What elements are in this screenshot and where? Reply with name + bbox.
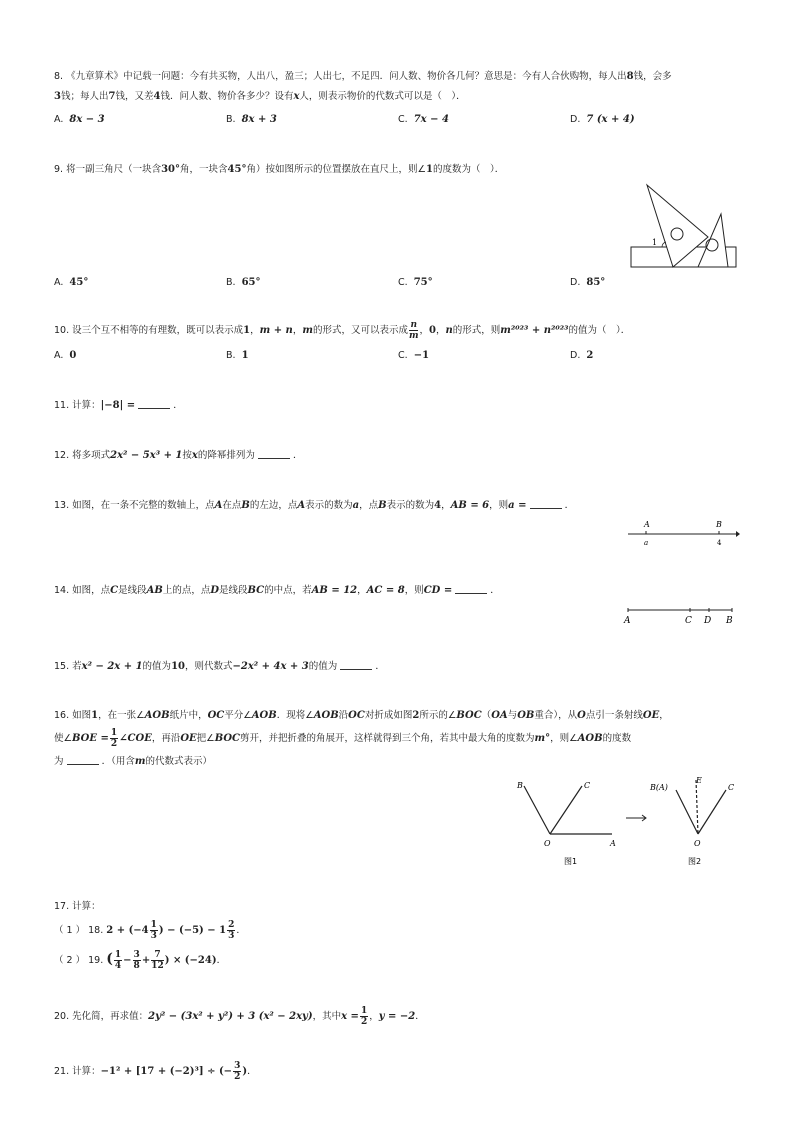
answer-blank[interactable] xyxy=(258,448,290,459)
question-9-options xyxy=(54,273,744,293)
answer-blank[interactable] xyxy=(340,659,372,670)
option-b[interactable]: B. 1 xyxy=(226,350,249,361)
ray-oc xyxy=(698,790,726,834)
option-a[interactable]: A. 0 xyxy=(54,350,77,361)
question-16-line2: 使∠BOE = $\frac{1}{2}$ ∠COE，再沿OE把∠BOC剪开，并把折叠的角展开，这样就得到三个角，若其中最大角的度数为m°，则∠AOB的度数 xyxy=(54,728,632,749)
value-a-label: a xyxy=(644,539,649,547)
question-12: 12. 将多项式2x² − 5x³ + 1按x的降幂排列为 ． xyxy=(54,450,303,461)
fraction: $\frac{3}{8}$ xyxy=(133,950,140,971)
question-17-part-2: （ 2 ） 19. ( $\frac{1}{4}$ − $\frac{3}{8}$ + $\frac{7}{12}$ ) × (−24)． xyxy=(54,950,227,971)
point-a-label: A xyxy=(624,616,631,626)
question-21: 21. 计算：−1² + [17 + (−2)³] ÷ (− $\frac{3}{2}$ )． xyxy=(54,1061,257,1082)
fraction: $\frac{1}{4}$ xyxy=(114,950,122,971)
option-a[interactable]: A. 45° xyxy=(54,277,89,288)
option-c[interactable]: C. −1 xyxy=(398,350,430,361)
option-c[interactable]: C. 7x − 4 xyxy=(398,114,449,125)
ray-ob xyxy=(524,786,550,834)
question-16 xyxy=(54,706,744,772)
fraction: $\frac{3}{2}$ xyxy=(234,1061,241,1082)
question-11: 11. 计算：|−8| = ． xyxy=(54,400,183,411)
fig1-a-label: A xyxy=(610,839,616,848)
option-d[interactable]: D. 85° xyxy=(570,277,606,288)
fig2-caption: 图2 xyxy=(688,857,702,866)
angle-1-label: 1 xyxy=(652,238,658,247)
point-b-label: B xyxy=(726,616,733,626)
option-b[interactable]: B. 65° xyxy=(226,277,261,288)
fraction: $\frac{2}{3}$ xyxy=(228,920,235,941)
question-20: 20. 先化简，再求值：2y² − (3x² + y²) + 3 (x² − 2xy)，其中x = $\frac{1}{2}$ ，y = −2． xyxy=(54,1006,425,1027)
question-14: 14. 如图，点C是线段AB上的点，点D是线段BC的中点，若AB = 12，AC = 8，则CD = ． xyxy=(54,585,500,596)
answer-blank[interactable] xyxy=(530,498,562,509)
fig1-b-label: B xyxy=(517,781,523,790)
question-8-options xyxy=(54,110,744,130)
question-15: 15. 若x² − 2x + 1的值为10，则代数式−2x² + 4x + 3的值为 ． xyxy=(54,661,385,672)
question-17: 17. 计算： xyxy=(54,901,101,912)
question-10: 10. 设三个互不相等的有理数，既可以表示成1，m + n，m的形式，又可以表示成 $\frac{n}{m}$ ，0，n的形式，则m²⁰²³ + n²⁰²³的值为（ ）． xyxy=(54,320,631,341)
ray-ob-oa xyxy=(676,790,698,834)
question-13: 13. 如图，在一条不完整的数轴上，点A在点B的左边，点A表示的数为a，点B表示的数为4，AB = 6，则a = ． xyxy=(54,500,575,511)
ray-oe xyxy=(696,780,698,834)
fraction-half: $\frac{1}{2}$ xyxy=(360,1006,368,1027)
value-4-label: 4 xyxy=(717,539,722,547)
option-d[interactable]: D. 2 xyxy=(570,350,594,361)
fraction: $\frac{1}{3}$ xyxy=(150,920,157,941)
fig2-c-label: C xyxy=(728,783,735,792)
question-8 xyxy=(54,67,744,107)
fig2-o-label: O xyxy=(694,839,701,848)
question-9: 9. 将一副三角尺（一块含30°角，一块含45°角）按如图所示的位置摆放在直尺上，则∠1的度数为（ ）． xyxy=(54,164,505,175)
question-8-line1: 8. 《九章算术》中记载一问题：今有共买物，人出八，盈三；人出七，不足四．问人数、物价各几何？意思是：今有人合伙购物，每人出8钱，会多 xyxy=(54,71,672,82)
fraction-n-over-m: $\frac{n}{m}$ xyxy=(408,320,419,341)
fig2-e-label: E xyxy=(696,776,702,785)
option-d[interactable]: D. 7 (x + 4) xyxy=(570,114,635,125)
point-b-label: B xyxy=(716,520,722,529)
answer-blank[interactable] xyxy=(455,583,487,594)
fig1-c-label: C xyxy=(584,781,591,790)
question-16-line1: 16. 如图1，在一张∠AOB纸片中，OC平分∠AOB．现将∠AOB沿OC对折成如图2所示的∠BOC（OA与OB重合），从O点引一条射线OE， xyxy=(54,710,669,721)
point-c-label: C xyxy=(685,616,692,626)
answer-blank[interactable] xyxy=(138,398,170,409)
ray-oc xyxy=(550,786,582,834)
fraction: $\frac{7}{12}$ xyxy=(151,950,164,971)
arrow-head xyxy=(736,531,740,537)
point-a-label: A xyxy=(644,520,650,529)
option-b[interactable]: B. 8x + 3 xyxy=(226,114,277,125)
number-line-figure xyxy=(626,518,742,548)
segment-figure xyxy=(622,604,738,626)
triangle-30 xyxy=(647,185,708,267)
question-16-line3: 为 ．（用含m的代数式表示） xyxy=(54,756,212,767)
question-8-line2: 3钱；每人出7钱，又差4钱．问人数、物价各多少？设有x人，则表示物价的代数式可以是（ ）． xyxy=(54,91,466,102)
triangle-ruler-figure xyxy=(628,182,740,272)
fig1-caption: 图1 xyxy=(564,857,578,866)
fig1-o-label: O xyxy=(544,839,551,848)
question-10-options xyxy=(54,346,744,366)
option-c[interactable]: C. 75° xyxy=(398,277,433,288)
answer-blank[interactable] xyxy=(67,754,99,765)
option-a[interactable]: A. 8x − 3 xyxy=(54,114,105,125)
fraction-half: $\frac{1}{2}$ xyxy=(110,728,118,749)
question-17-part-1: （ 1 ） 18. 2 + (−4 $\frac{1}{3}$ ) − (−5) − 1 $\frac{2}{3}$ ． xyxy=(54,920,246,941)
fig2-ba-label: B(A) xyxy=(650,783,668,792)
fold-angle-figures xyxy=(510,776,740,871)
point-d-label: D xyxy=(704,616,712,626)
